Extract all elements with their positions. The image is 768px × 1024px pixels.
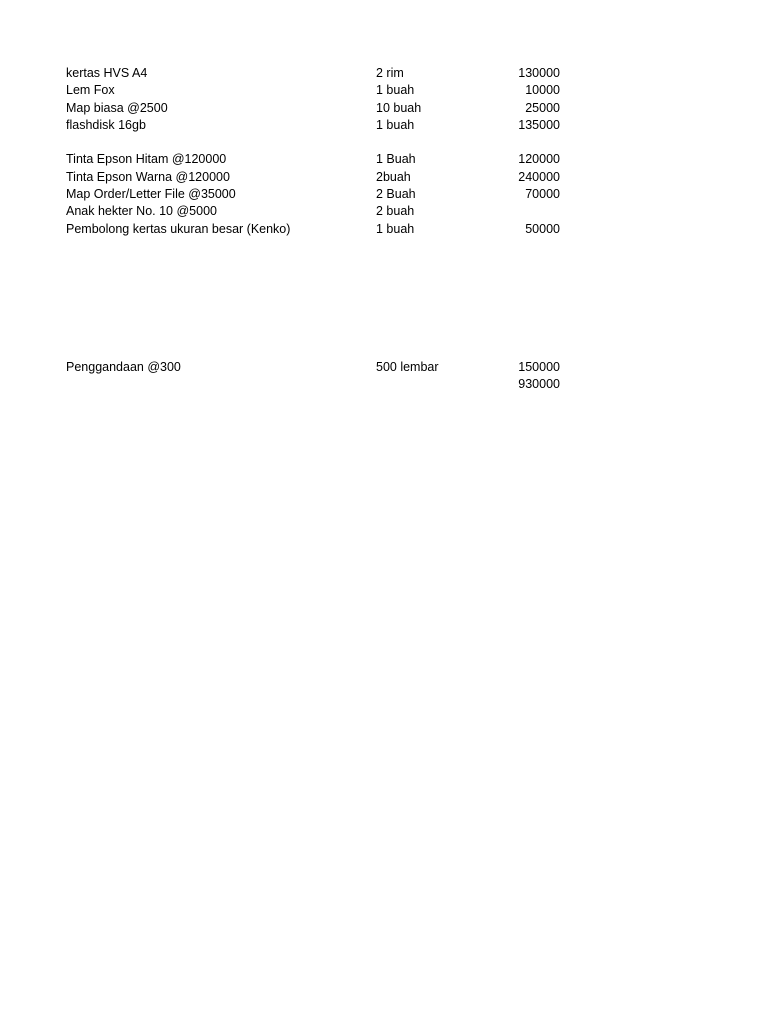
item-quantity: 1 buah (376, 221, 415, 236)
item-name: Tinta Epson Hitam @120000 (66, 152, 227, 167)
item-quantity: 2 Buah (376, 187, 416, 202)
table-row (66, 186, 566, 203)
expense-list (66, 65, 566, 394)
item-name: Penggandaan @300 (66, 359, 181, 374)
item-amount: 240000 (518, 169, 560, 184)
item-amount: 135000 (518, 117, 560, 132)
item-amount: 25000 (525, 100, 560, 115)
item-name: Tinta Epson Warna @120000 (66, 169, 230, 184)
total-amount: 930000 (518, 377, 560, 392)
table-row (66, 82, 566, 99)
table-row (66, 169, 566, 186)
item-amount: 70000 (525, 187, 560, 202)
total-row (66, 376, 566, 393)
item-name: Anak hekter No. 10 @5000 (66, 204, 217, 219)
item-name: Lem Fox (66, 83, 115, 98)
item-quantity: 1 Buah (376, 152, 416, 167)
item-amount: 150000 (518, 359, 560, 374)
item-name: flashdisk 16gb (66, 117, 146, 132)
item-quantity: 500 lembar (376, 359, 439, 374)
item-name: Map biasa @2500 (66, 100, 168, 115)
table-row (66, 203, 566, 220)
item-amount: 50000 (525, 221, 560, 236)
table-row (66, 100, 566, 117)
item-quantity: 2buah (376, 169, 411, 184)
item-name: Pembolong kertas ukuran besar (Kenko) (66, 221, 291, 236)
empty-row (66, 134, 566, 151)
table-row (66, 359, 566, 376)
item-quantity: 1 buah (376, 83, 415, 98)
item-quantity: 10 buah (376, 100, 422, 115)
table-row (66, 65, 566, 82)
table-row (66, 117, 566, 134)
item-quantity: 2 buah (376, 204, 415, 219)
item-name: Map Order/Letter File @35000 (66, 187, 236, 202)
item-name: kertas HVS A4 (66, 66, 148, 80)
empty-rows (66, 238, 566, 359)
item-amount: 10000 (525, 83, 560, 98)
item-quantity: 1 buah (376, 117, 415, 132)
item-amount: 120000 (518, 152, 560, 167)
table-row (66, 151, 566, 168)
table-row (66, 221, 566, 238)
item-amount: 130000 (518, 66, 560, 80)
item-quantity: 2 rim (376, 66, 404, 80)
